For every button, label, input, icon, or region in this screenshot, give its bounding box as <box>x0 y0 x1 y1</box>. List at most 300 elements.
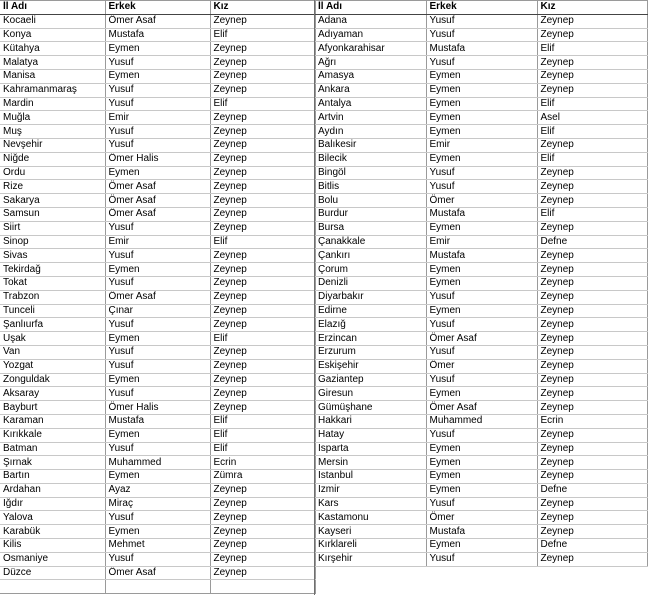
male-name-cell[interactable]: Eymen <box>426 152 537 166</box>
male-name-cell[interactable]: Eymen <box>426 111 537 125</box>
province-cell[interactable]: Giresun <box>315 387 426 401</box>
table-row <box>0 401 315 415</box>
female-name-cell[interactable]: Asel <box>537 111 647 125</box>
female-name-cell[interactable]: Zeynep <box>210 276 315 290</box>
table-row <box>315 125 647 139</box>
province-cell[interactable]: Kahramanmaraş <box>0 83 105 97</box>
female-name-cell[interactable]: Defne <box>537 539 647 553</box>
female-name-cell[interactable]: Zeynep <box>537 304 647 318</box>
province-cell[interactable]: Elazığ <box>315 318 426 332</box>
female-name-cell[interactable]: Zeynep <box>210 152 315 166</box>
province-cell[interactable]: Aksaray <box>0 387 105 401</box>
table-row <box>315 387 647 401</box>
male-name-cell[interactable]: Ömer <box>426 511 537 525</box>
province-cell[interactable]: Gümüşhane <box>315 401 426 415</box>
province-cell[interactable]: Kars <box>315 497 426 511</box>
female-name-cell[interactable]: Zeynep <box>537 428 647 442</box>
province-cell[interactable]: Mersin <box>315 456 426 470</box>
female-name-cell[interactable]: Zeynep <box>537 194 647 208</box>
table-row <box>0 497 315 511</box>
male-name-cell[interactable]: Ömer <box>426 194 537 208</box>
province-cell[interactable]: Batman <box>0 442 105 456</box>
province-cell[interactable]: Bitlis <box>315 180 426 194</box>
male-name-cell[interactable]: Yusuf <box>426 56 537 70</box>
province-cell[interactable]: Tunceli <box>0 304 105 318</box>
table-row <box>315 83 647 97</box>
male-name-cell[interactable]: Ömer Asaf <box>105 290 210 304</box>
table-row <box>315 428 647 442</box>
province-cell[interactable]: Adıyaman <box>315 28 426 42</box>
female-name-cell[interactable]: Zeynep <box>210 125 315 139</box>
province-cell[interactable]: Malatya <box>0 56 105 70</box>
table-row <box>0 442 315 456</box>
province-cell[interactable]: Siirt <box>0 221 105 235</box>
female-name-cell[interactable]: Elif <box>537 125 647 139</box>
female-name-cell[interactable] <box>210 580 315 594</box>
female-name-cell[interactable]: Zeynep <box>537 180 647 194</box>
female-name-cell[interactable]: Zeynep <box>537 56 647 70</box>
table-row <box>315 290 647 304</box>
table-row <box>0 359 315 373</box>
female-name-cell[interactable]: Zeynep <box>537 456 647 470</box>
province-cell[interactable]: Ardahan <box>0 483 105 497</box>
female-name-cell[interactable]: Zeynep <box>537 332 647 346</box>
male-name-cell[interactable]: Yusuf <box>105 97 210 111</box>
female-name-cell[interactable]: Zeynep <box>537 83 647 97</box>
female-name-cell[interactable]: Zeynep <box>537 470 647 484</box>
female-name-cell[interactable]: Zeynep <box>210 304 315 318</box>
male-name-cell[interactable]: Eymen <box>426 470 537 484</box>
table-row <box>0 152 315 166</box>
province-cell[interactable]: Şanlıurfa <box>0 318 105 332</box>
header-province[interactable]: İl Adı <box>0 1 105 15</box>
table-row <box>315 345 647 359</box>
female-name-cell[interactable]: Zeynep <box>537 525 647 539</box>
table-row <box>0 290 315 304</box>
table-row <box>0 42 315 56</box>
female-name-cell[interactable]: Zeynep <box>537 290 647 304</box>
male-name-cell[interactable]: Mustafa <box>426 207 537 221</box>
province-cell[interactable]: Çanakkale <box>315 235 426 249</box>
province-cell[interactable]: Erzincan <box>315 332 426 346</box>
male-name-cell[interactable] <box>105 580 210 594</box>
province-cell[interactable]: Van <box>0 345 105 359</box>
province-cell[interactable]: Kırşehir <box>315 552 426 566</box>
male-name-cell[interactable]: Yusuf <box>426 180 537 194</box>
province-cell[interactable]: Hakkari <box>315 414 426 428</box>
male-name-cell[interactable]: Ayaz <box>105 483 210 497</box>
male-name-cell[interactable]: Çınar <box>105 304 210 318</box>
names-table-right <box>315 0 648 567</box>
province-cell[interactable]: Eskişehir <box>315 359 426 373</box>
table-row <box>0 14 315 28</box>
table-row <box>315 552 647 566</box>
table-row <box>0 138 315 152</box>
province-cell[interactable]: Konya <box>0 28 105 42</box>
female-name-cell[interactable]: Zümra <box>210 470 315 484</box>
table-row <box>315 166 647 180</box>
female-name-cell[interactable]: Zeynep <box>210 318 315 332</box>
province-cell[interactable]: Edirne <box>315 304 426 318</box>
male-name-cell[interactable]: Yusuf <box>426 345 537 359</box>
male-name-cell[interactable]: Mustafa <box>105 28 210 42</box>
province-cell[interactable]: Bartın <box>0 470 105 484</box>
male-name-cell[interactable]: Yusuf <box>105 345 210 359</box>
male-name-cell[interactable]: Yusuf <box>426 14 537 28</box>
table-row <box>0 456 315 470</box>
province-cell[interactable]: Hatay <box>315 428 426 442</box>
table-row <box>0 414 315 428</box>
female-name-cell[interactable]: Zeynep <box>210 221 315 235</box>
province-cell[interactable]: Bayburt <box>0 401 105 415</box>
province-cell[interactable]: Kırklareli <box>315 539 426 553</box>
female-name-cell[interactable]: Elif <box>537 207 647 221</box>
province-cell[interactable]: Amasya <box>315 69 426 83</box>
province-cell[interactable]: Şırnak <box>0 456 105 470</box>
province-cell[interactable]: Yalova <box>0 511 105 525</box>
male-name-cell[interactable]: Eymen <box>105 428 210 442</box>
female-name-cell[interactable]: Zeynep <box>210 207 315 221</box>
male-name-cell[interactable]: Eymen <box>426 83 537 97</box>
female-name-cell[interactable]: Zeynep <box>210 511 315 525</box>
male-name-cell[interactable]: Eymen <box>426 539 537 553</box>
table-row <box>315 14 647 28</box>
male-name-cell[interactable]: Yusuf <box>426 428 537 442</box>
male-name-cell[interactable]: Mehmet <box>105 539 210 553</box>
female-name-cell[interactable]: Zeynep <box>210 525 315 539</box>
male-name-cell[interactable]: Eymen <box>426 442 537 456</box>
province-cell[interactable]: Diyarbakır <box>315 290 426 304</box>
female-name-cell[interactable]: Zeynep <box>210 359 315 373</box>
province-cell[interactable]: Sivas <box>0 249 105 263</box>
female-name-cell[interactable]: Zeynep <box>210 401 315 415</box>
female-name-cell[interactable]: Zeynep <box>210 56 315 70</box>
header-female[interactable]: Kız <box>210 1 315 15</box>
male-name-cell[interactable]: Yusuf <box>105 125 210 139</box>
male-name-cell[interactable]: Yusuf <box>426 290 537 304</box>
province-cell[interactable]: Trabzon <box>0 290 105 304</box>
male-name-cell[interactable]: Eymen <box>426 125 537 139</box>
male-name-cell[interactable]: Ömer Asaf <box>105 14 210 28</box>
female-name-cell[interactable]: Defne <box>537 235 647 249</box>
male-name-cell[interactable]: Yusuf <box>105 249 210 263</box>
male-name-cell[interactable]: Mustafa <box>426 249 537 263</box>
table-row <box>0 249 315 263</box>
province-cell[interactable]: Samsun <box>0 207 105 221</box>
table-row <box>0 194 315 208</box>
male-name-cell[interactable]: Eymen <box>105 69 210 83</box>
female-name-cell[interactable]: Elif <box>210 235 315 249</box>
province-cell[interactable]: Osmaniye <box>0 552 105 566</box>
male-name-cell[interactable]: Yusuf <box>426 552 537 566</box>
male-name-cell[interactable]: Ömer Asaf <box>105 194 210 208</box>
male-name-cell[interactable]: Eymen <box>105 470 210 484</box>
male-name-cell[interactable]: Yusuf <box>426 497 537 511</box>
province-cell[interactable]: Isparta <box>315 442 426 456</box>
male-name-cell[interactable]: Eymen <box>426 97 537 111</box>
table-row <box>315 28 647 42</box>
table-row <box>315 221 647 235</box>
province-cell[interactable]: Düzce <box>0 566 105 580</box>
female-name-cell[interactable]: Zeynep <box>537 138 647 152</box>
province-cell[interactable]: Balıkesir <box>315 138 426 152</box>
province-cell[interactable]: Kastamonu <box>315 511 426 525</box>
table-row <box>0 166 315 180</box>
table-row <box>0 221 315 235</box>
province-cell[interactable]: Çankırı <box>315 249 426 263</box>
female-name-cell[interactable]: Elif <box>210 428 315 442</box>
province-cell[interactable]: Tekirdağ <box>0 263 105 277</box>
province-cell[interactable]: Kocaeli <box>0 14 105 28</box>
male-name-cell[interactable]: Miraç <box>105 497 210 511</box>
female-name-cell[interactable]: Zeynep <box>210 373 315 387</box>
table-row <box>0 580 315 594</box>
table-row <box>0 111 315 125</box>
female-name-cell[interactable]: Zeynep <box>210 290 315 304</box>
male-name-cell[interactable]: Yusuf <box>426 318 537 332</box>
male-name-cell[interactable]: Yusuf <box>105 552 210 566</box>
male-name-cell[interactable]: Yusuf <box>426 28 537 42</box>
female-name-cell[interactable]: Zeynep <box>537 511 647 525</box>
female-name-cell[interactable]: Zeynep <box>210 194 315 208</box>
female-name-cell[interactable]: Zeynep <box>537 166 647 180</box>
province-cell[interactable]: Gaziantep <box>315 373 426 387</box>
male-name-cell[interactable]: Ömer Asaf <box>426 332 537 346</box>
male-name-cell[interactable]: Ömer Asaf <box>426 401 537 415</box>
male-name-cell[interactable]: Eymen <box>426 263 537 277</box>
male-name-cell[interactable]: Eymen <box>105 332 210 346</box>
female-name-cell[interactable]: Zeynep <box>537 249 647 263</box>
male-name-cell[interactable]: Eymen <box>426 69 537 83</box>
province-cell[interactable]: Denizli <box>315 276 426 290</box>
province-cell[interactable]: Sinop <box>0 235 105 249</box>
header-row <box>0 1 315 15</box>
female-name-cell[interactable]: Zeynep <box>537 442 647 456</box>
province-cell[interactable]: Aydın <box>315 125 426 139</box>
male-name-cell[interactable]: Emir <box>426 138 537 152</box>
male-name-cell[interactable]: Eymen <box>426 456 537 470</box>
province-cell[interactable]: Rize <box>0 180 105 194</box>
province-cell[interactable]: Uşak <box>0 332 105 346</box>
female-name-cell[interactable]: Zeynep <box>210 42 315 56</box>
province-cell[interactable]: Ordu <box>0 166 105 180</box>
female-name-cell[interactable]: Zeynep <box>210 263 315 277</box>
female-name-cell[interactable]: Elif <box>537 152 647 166</box>
table-row <box>0 97 315 111</box>
female-name-cell[interactable]: Zeynep <box>210 14 315 28</box>
male-name-cell[interactable]: Ömer <box>426 359 537 373</box>
female-name-cell[interactable]: Zeynep <box>537 387 647 401</box>
female-name-cell[interactable]: Zeynep <box>537 221 647 235</box>
table-row <box>315 207 647 221</box>
male-name-cell[interactable]: Emir <box>105 111 210 125</box>
female-name-cell[interactable]: Zeynep <box>537 14 647 28</box>
female-name-cell[interactable]: Zeynep <box>210 111 315 125</box>
header-province[interactable]: İl Adı <box>315 1 426 15</box>
female-name-cell[interactable]: Zeynep <box>537 318 647 332</box>
province-cell[interactable]: Erzurum <box>315 345 426 359</box>
table-row <box>0 28 315 42</box>
female-name-cell[interactable]: Zeynep <box>210 180 315 194</box>
province-cell[interactable]: Nevşehir <box>0 138 105 152</box>
province-cell[interactable]: Manisa <box>0 69 105 83</box>
table-row <box>0 235 315 249</box>
male-name-cell[interactable]: Eymen <box>426 304 537 318</box>
male-name-cell[interactable]: Ömer Asaf <box>105 180 210 194</box>
female-name-cell[interactable]: Elif <box>537 42 647 56</box>
province-cell[interactable]: Karaman <box>0 414 105 428</box>
female-name-cell[interactable]: Zeynep <box>537 69 647 83</box>
table-row <box>0 125 315 139</box>
province-cell[interactable]: Antalya <box>315 97 426 111</box>
province-cell[interactable]: Kütahya <box>0 42 105 56</box>
male-name-cell[interactable]: Eymen <box>426 483 537 497</box>
female-name-cell[interactable]: Zeynep <box>210 497 315 511</box>
header-male[interactable]: Erkek <box>105 1 210 15</box>
female-name-cell[interactable]: Ecrin <box>537 414 647 428</box>
province-cell[interactable]: Ankara <box>315 83 426 97</box>
province-cell[interactable]: İzmir <box>315 483 426 497</box>
female-name-cell[interactable]: Zeynep <box>537 263 647 277</box>
female-name-cell[interactable]: Zeynep <box>537 552 647 566</box>
male-name-cell[interactable]: Emir <box>105 235 210 249</box>
province-cell[interactable]: Muş <box>0 125 105 139</box>
table-row <box>315 152 647 166</box>
female-name-cell[interactable]: Ecrin <box>210 456 315 470</box>
male-name-cell[interactable]: Yusuf <box>105 138 210 152</box>
province-cell[interactable]: Iğdır <box>0 497 105 511</box>
province-cell[interactable]: Ağrı <box>315 56 426 70</box>
male-name-cell[interactable]: Ömer Halis <box>105 401 210 415</box>
female-name-cell[interactable]: Zeynep <box>210 345 315 359</box>
female-name-cell[interactable]: Elif <box>210 414 315 428</box>
male-name-cell[interactable]: Yusuf <box>105 276 210 290</box>
province-cell[interactable]: Burdur <box>315 207 426 221</box>
male-name-cell[interactable]: Mustafa <box>426 42 537 56</box>
female-name-cell[interactable]: Zeynep <box>210 83 315 97</box>
male-name-cell[interactable]: Mustafa <box>426 525 537 539</box>
male-name-cell[interactable]: Yusuf <box>105 359 210 373</box>
table-row <box>0 566 315 580</box>
province-cell[interactable]: Bolu <box>315 194 426 208</box>
male-name-cell[interactable]: Yusuf <box>105 442 210 456</box>
male-name-cell[interactable]: Yusuf <box>105 318 210 332</box>
male-name-cell[interactable]: Muhammed <box>426 414 537 428</box>
table-row <box>0 56 315 70</box>
female-name-cell[interactable]: Zeynep <box>210 387 315 401</box>
male-name-cell[interactable]: Eymen <box>105 525 210 539</box>
female-name-cell[interactable]: Zeynep <box>537 359 647 373</box>
male-name-cell[interactable]: Eymen <box>426 387 537 401</box>
female-name-cell[interactable]: Elif <box>210 28 315 42</box>
province-cell[interactable]: Afyonkarahisar <box>315 42 426 56</box>
female-name-cell[interactable]: Defne <box>537 483 647 497</box>
province-cell[interactable]: Karabük <box>0 525 105 539</box>
header-male[interactable]: Erkek <box>426 1 537 15</box>
table-row <box>0 207 315 221</box>
male-name-cell[interactable]: Yusuf <box>105 56 210 70</box>
table-row <box>315 456 647 470</box>
province-cell[interactable]: Kayseri <box>315 525 426 539</box>
province-cell[interactable]: Adana <box>315 14 426 28</box>
male-name-cell[interactable]: Eymen <box>105 373 210 387</box>
table-row <box>315 138 647 152</box>
province-cell[interactable]: Niğde <box>0 152 105 166</box>
male-name-cell[interactable]: Eymen <box>426 276 537 290</box>
male-name-cell[interactable]: Eymen <box>426 221 537 235</box>
female-name-cell[interactable]: Zeynep <box>537 28 647 42</box>
male-name-cell[interactable]: Ömer Halis <box>105 152 210 166</box>
table-row <box>0 511 315 525</box>
male-name-cell[interactable]: Mustafa <box>105 414 210 428</box>
table-row <box>315 263 647 277</box>
female-name-cell[interactable]: Zeynep <box>210 566 315 580</box>
female-name-cell[interactable]: Zeynep <box>210 249 315 263</box>
female-name-cell[interactable]: Zeynep <box>210 166 315 180</box>
province-cell[interactable]: Yozgat <box>0 359 105 373</box>
female-name-cell[interactable]: Zeynep <box>537 497 647 511</box>
male-name-cell[interactable]: Eymen <box>105 42 210 56</box>
province-cell[interactable]: Kırıkkale <box>0 428 105 442</box>
female-name-cell[interactable]: Elif <box>537 97 647 111</box>
province-cell[interactable]: Zonguldak <box>0 373 105 387</box>
header-female[interactable]: Kız <box>537 1 647 15</box>
male-name-cell[interactable]: Muhammed <box>105 456 210 470</box>
female-name-cell[interactable]: Zeynep <box>537 373 647 387</box>
male-name-cell[interactable]: Emir <box>426 235 537 249</box>
female-name-cell[interactable]: Zeynep <box>210 138 315 152</box>
province-cell[interactable]: Artvin <box>315 111 426 125</box>
table-row <box>315 401 647 415</box>
female-name-cell[interactable]: Zeynep <box>537 401 647 415</box>
province-cell[interactable]: Bursa <box>315 221 426 235</box>
female-name-cell[interactable]: Zeynep <box>210 552 315 566</box>
province-cell[interactable]: Mardin <box>0 97 105 111</box>
male-name-cell[interactable]: Eymen <box>105 263 210 277</box>
province-cell[interactable]: Çorum <box>315 263 426 277</box>
female-name-cell[interactable]: Zeynep <box>537 345 647 359</box>
male-name-cell[interactable]: Ömer Asaf <box>105 566 210 580</box>
province-cell[interactable] <box>0 580 105 594</box>
province-cell[interactable]: İstanbul <box>315 470 426 484</box>
female-name-cell[interactable]: Elif <box>210 442 315 456</box>
province-cell[interactable]: Sakarya <box>0 194 105 208</box>
female-name-cell[interactable]: Zeynep <box>210 69 315 83</box>
male-name-cell[interactable]: Ömer Asaf <box>105 207 210 221</box>
table-row <box>315 539 647 553</box>
province-cell[interactable]: Kilis <box>0 539 105 553</box>
female-name-cell[interactable]: Elif <box>210 97 315 111</box>
male-name-cell[interactable]: Yusuf <box>426 166 537 180</box>
female-name-cell[interactable]: Elif <box>210 332 315 346</box>
province-cell[interactable]: Bingöl <box>315 166 426 180</box>
male-name-cell[interactable]: Yusuf <box>105 83 210 97</box>
province-cell[interactable]: Bilecik <box>315 152 426 166</box>
table-row <box>0 428 315 442</box>
province-cell[interactable]: Tokat <box>0 276 105 290</box>
male-name-cell[interactable]: Yusuf <box>426 373 537 387</box>
female-name-cell[interactable]: Zeynep <box>210 483 315 497</box>
male-name-cell[interactable]: Yusuf <box>105 387 210 401</box>
female-name-cell[interactable]: Zeynep <box>537 276 647 290</box>
female-name-cell[interactable]: Zeynep <box>210 539 315 553</box>
province-cell[interactable]: Muğla <box>0 111 105 125</box>
male-name-cell[interactable]: Yusuf <box>105 221 210 235</box>
male-name-cell[interactable]: Eymen <box>105 166 210 180</box>
male-name-cell[interactable]: Yusuf <box>105 511 210 525</box>
names-table-left <box>0 0 316 594</box>
table-row <box>0 470 315 484</box>
